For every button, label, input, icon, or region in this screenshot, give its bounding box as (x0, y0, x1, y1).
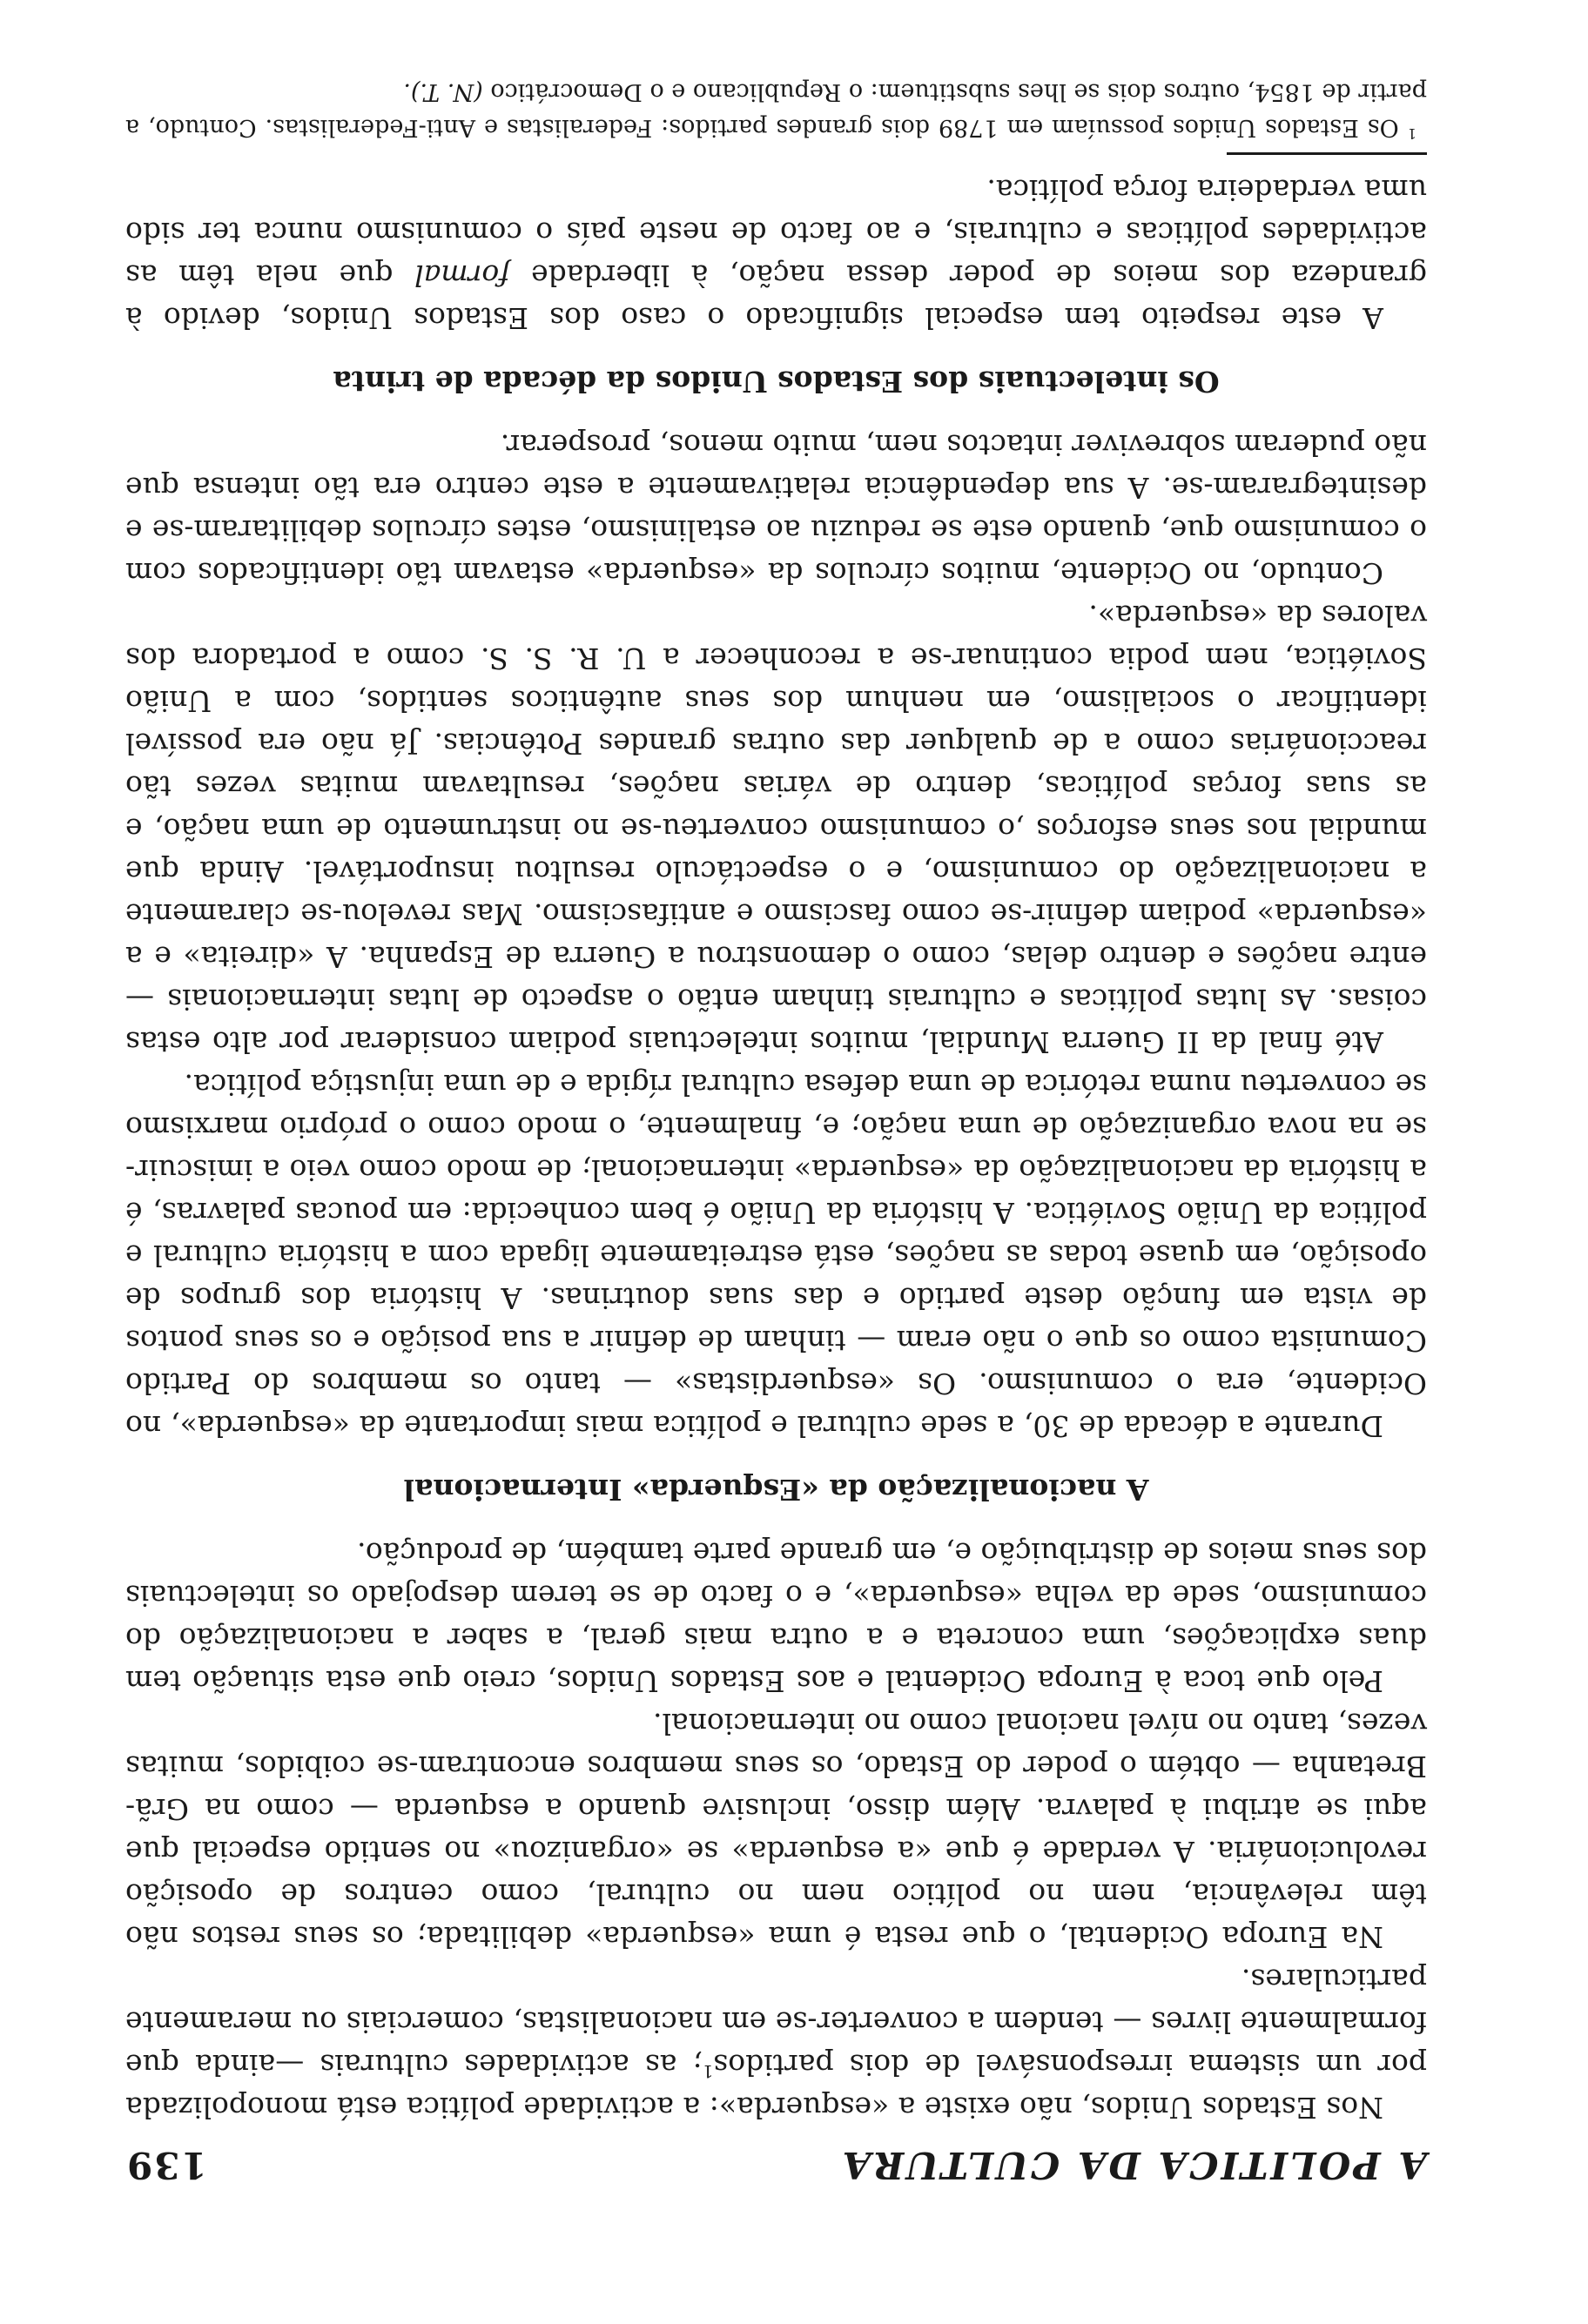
footnote-reference: 1 (702, 2061, 714, 2081)
paragraph-text: Nos Estados Unidos, não existe a «esquerda»: a actividade política está monopolizada por um sistema irresponsável de dois partidos (125, 2048, 1427, 2125)
paragraph-6: Contudo, no Ocidente, muitos círculos da «esquerda» estavam tão identificados com o comunismo que, quando este se reduziu ao estalinismo, estes círculos debilitaram-se e desintegraram-se. A sua dependência relativamente a este centro era tão intensa que não puderam sobreviver intactos nem, muito menos, prosperar. (125, 428, 1427, 590)
paragraph-text: ; as actividades culturais —ainda que formalmente livres — tendem a converter-se em nacionalistas, comerciais ou meramente particulares. (125, 1963, 1427, 2082)
section-heading: Os intelectuais dos Estados Unidos da década de trinta (333, 365, 1220, 399)
running-header (125, 2129, 1427, 2186)
footnote-text: Os Estados Unidos possuíam em 1789 dois grandes partidos: Federalistas e Anti-Federalistas. Contudo, a partir de 1854, outros dois se lhes substituem: o Republicano e o Democrático (125, 78, 1427, 141)
footnote-divider (1227, 152, 1427, 155)
footnote-note: (N. T.). (403, 78, 483, 105)
paragraph-4: Durante a década de 30, a sede cultural e política mais importante da «esquerda», no Ocidente, era o comunismo. Os «esquerdistas» — tanto os membros do Partido Comunista como os que o não eram — tinham de definir a sua posição e os seus pontos de vista em função deste partido e das suas doutrinas. A história dos grupos de oposição, em quase todas as nações, está estreitamente ligada com a história cultural e política da União Soviética. A história da União é bem conhecida: em poucas palavras, é a história da nacionalização da «esquerda» internacional; de modo como veio a imiscuir-se na nova organização de uma nação; e, finalmente, o modo como o próprio marxismo se converteu numa retórica de uma defesa cultural rígida e de uma injustiça política. (125, 1068, 1427, 1443)
paragraph-1 (125, 1958, 1427, 2129)
paragraph-3: Pelo que toca à Europa Ocidental e aos Estados Unidos, creio que esta situação tem duas explicações, uma concreta e a outra mais geral, a saber a nacionalização do comunismo, sede da velha «esquerda», e o facto de se terem despojado os intelectuais dos seus meios de distribuição e, em grande parte também, de produção. (125, 1536, 1427, 1698)
page-number: 139 (125, 2144, 207, 2186)
paragraph-5: Até final da II Guerra Mundial, muitos intelectuais podiam considerar por alto estas coisas. As lutas políticas e culturais tinham então o aspecto de lutas internacionais — entre nações e dentro delas, como o demonstrou a Guerra de Espanha. A «direita» e a «esquerda» podiam definir-se como fascismo e antifascismo. Mas revelou-se claramente a nacionalização do comunismo, e o espectáculo resultou insuportável. Ainda que mundial nos seus esforços ,o comunismo converteu-se no instrumento de uma nação, e as suas forças políticas, dentro de várias nações, resultavam muitas vezes tão reaccionárias como a de qualquer das outras grandes Potências. Já não era possível identificar o socialismo, em nenhum dos seus autênticos sentidos, com a União Soviética, nem podia continuar-se a reconhecer a U. R. S. S. como a portadora dos valores da «esquerda». (125, 599, 1427, 1059)
footnote (125, 74, 1427, 145)
paragraph-text: que nela têm as actividades políticas e culturais, e ao facto de neste país o comunismo nunca ter sido uma verdadeira força política. (125, 173, 1427, 292)
paragraph-7 (125, 169, 1427, 339)
section-heading: A nacionalização da «Esquerda» Internacional (403, 1473, 1149, 1507)
footnote-marker: 1 (1407, 125, 1416, 142)
emphasis-text: formal (414, 259, 510, 292)
paragraph-2: Na Europa Ocidental, o que resta é uma «esquerda» debilitada; os seus restos não têm relevância, nem no político nem no cultural, como centros de oposição revolucionária. A verdade é que «a esquerda» se «organizou» no sentido especial que aqui se atribui à palavra. Além disso, inclusive quando a esquerda — como na Grã-Bretanha — obtém o poder do Estado, os seus membros encontram-se coibidos, muitas vezes, tanto no nível nacional como no internacional. (125, 1707, 1427, 1954)
page-content (125, 74, 1427, 2186)
paragraph-text: A este respeito tem especial significado o caso dos Estados Unidos, devido à grandeza dos meios de poder dessa nação, à liberdade (125, 259, 1427, 335)
running-title: A POLITICA DA CULTURA (839, 2144, 1427, 2186)
